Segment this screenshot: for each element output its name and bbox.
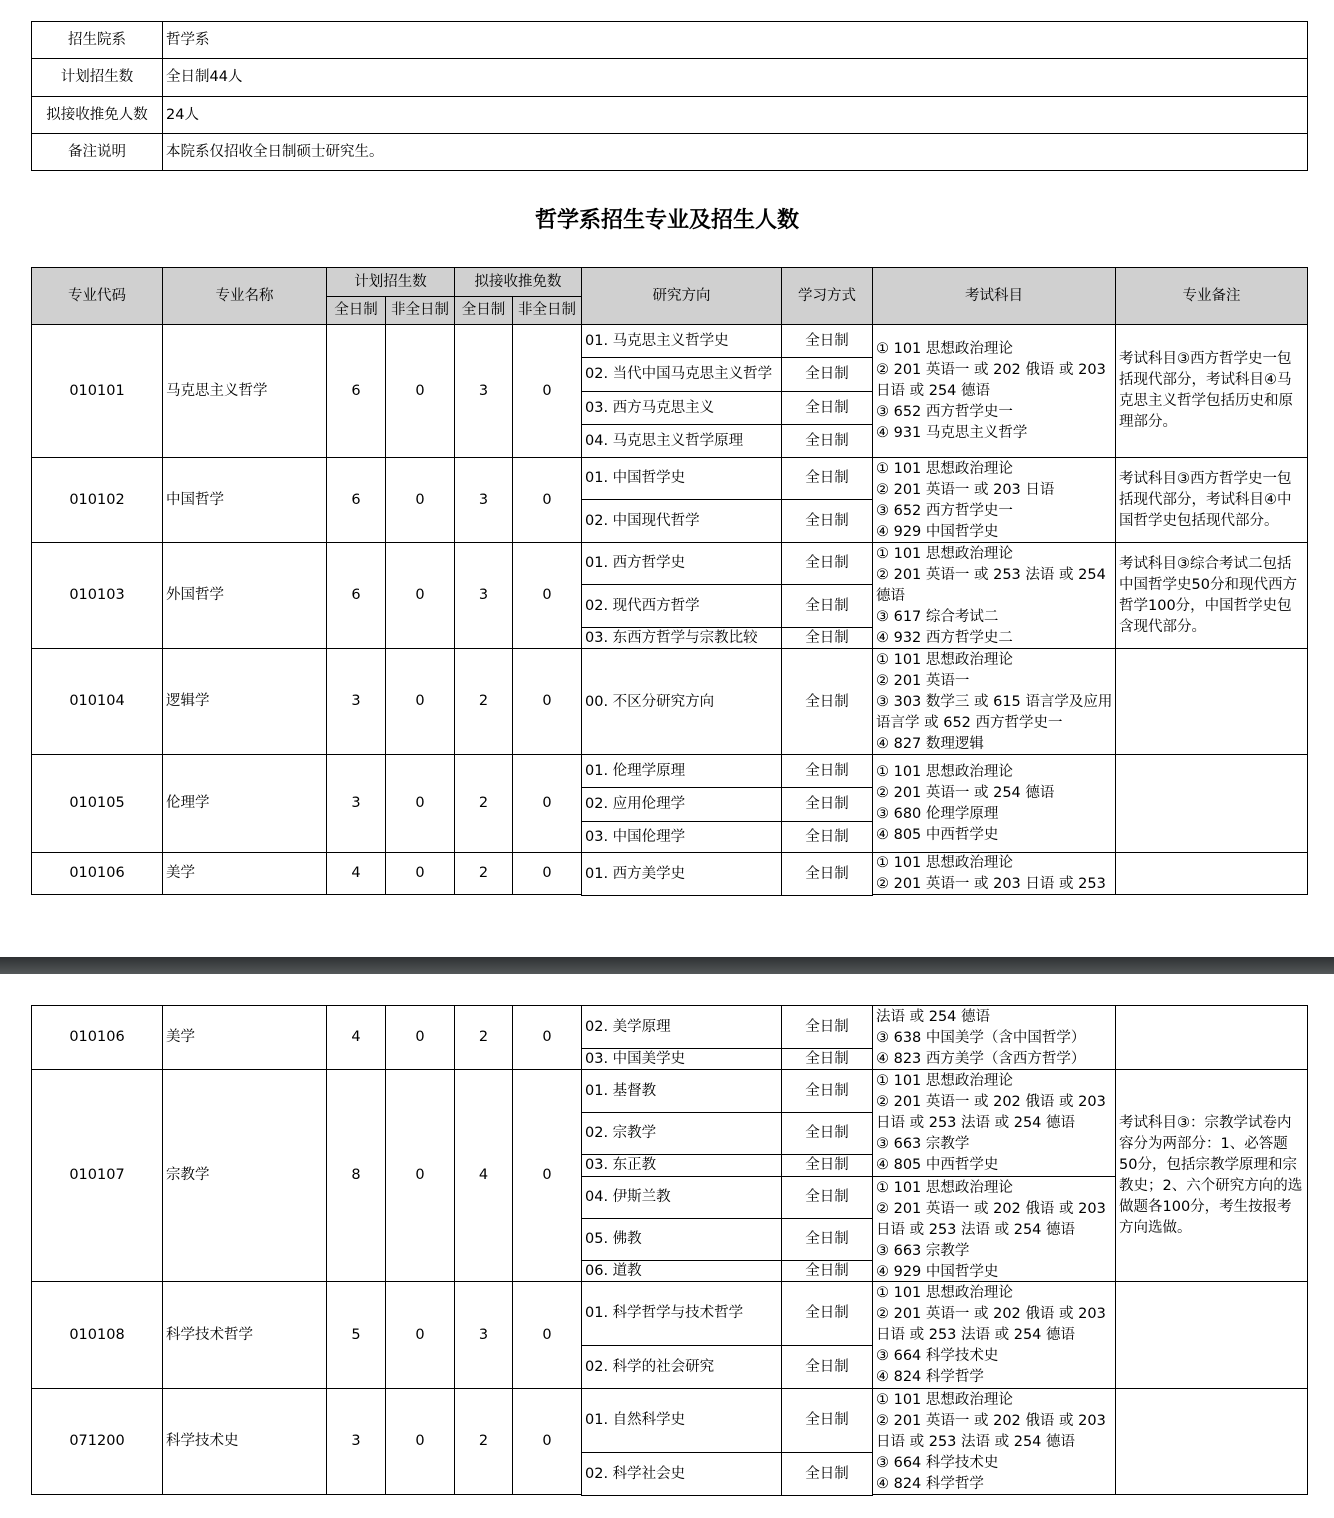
info-label: 招生院系 xyxy=(31,21,163,59)
research-direction: 02. 科学社会史 xyxy=(581,1452,782,1496)
research-direction: 03. 东西方哲学与宗教比较 xyxy=(581,627,782,650)
major-name: 美学 xyxy=(162,1005,327,1070)
research-direction: 01. 基督教 xyxy=(581,1069,782,1113)
research-direction: 02. 宗教学 xyxy=(581,1112,782,1155)
info-value: 本院系仅招收全日制硕士研究生。 xyxy=(162,133,1308,171)
plan-part-count: 0 xyxy=(385,1069,455,1282)
plan-full-count: 5 xyxy=(326,1281,386,1389)
exempt-part-count: 0 xyxy=(512,648,582,755)
header-exempt-full: 全日制 xyxy=(454,296,513,325)
plan-full-count: 6 xyxy=(326,324,386,458)
plan-full-count: 8 xyxy=(326,1069,386,1282)
plan-full-count: 6 xyxy=(326,542,386,649)
major-name: 科学技术史 xyxy=(162,1388,327,1495)
major-remark xyxy=(1115,648,1308,755)
study-mode: 全日制 xyxy=(781,821,873,854)
exempt-full-count: 3 xyxy=(454,324,513,458)
plan-full-count: 4 xyxy=(326,1005,386,1070)
study-mode: 全日制 xyxy=(781,1388,873,1453)
exempt-full-count: 2 xyxy=(454,648,513,755)
major-code: 010102 xyxy=(31,457,163,543)
major-code: 010108 xyxy=(31,1281,163,1389)
research-direction: 02. 当代中国马克思主义哲学 xyxy=(581,357,782,392)
exempt-full-count: 2 xyxy=(454,1388,513,1495)
plan-part-count: 0 xyxy=(385,1388,455,1495)
major-name: 逻辑学 xyxy=(162,648,327,755)
major-remark: 考试科目③西方哲学史一包括现代部分，考试科目④马克思主义哲学包括历史和原理部分。 xyxy=(1115,324,1308,458)
info-value: 全日制44人 xyxy=(162,58,1308,97)
info-value: 24人 xyxy=(162,96,1308,134)
info-value: 哲学系 xyxy=(162,21,1308,59)
study-mode: 全日制 xyxy=(781,1176,873,1219)
major-name: 外国哲学 xyxy=(162,542,327,649)
major-code: 010104 xyxy=(31,648,163,755)
study-mode: 全日制 xyxy=(781,1005,873,1049)
research-direction: 03. 中国伦理学 xyxy=(581,821,782,854)
research-direction: 02. 科学的社会研究 xyxy=(581,1345,782,1390)
plan-part-count: 0 xyxy=(385,1005,455,1070)
study-mode: 全日制 xyxy=(781,1452,873,1496)
research-direction: 03. 西方马克思主义 xyxy=(581,391,782,425)
research-direction: 00. 不区分研究方向 xyxy=(581,648,782,756)
study-mode: 全日制 xyxy=(781,584,873,628)
study-mode: 全日制 xyxy=(781,1048,873,1071)
study-mode: 全日制 xyxy=(781,1069,873,1113)
major-code: 071200 xyxy=(31,1388,163,1495)
plan-part-count: 0 xyxy=(385,1281,455,1389)
exam-subjects: ① 101 思想政治理论 ② 201 英语一 或 202 俄语 或 203 日语 或 253 法语 或 254 德语 ③ 664 科学技术史 ④ 824 科学哲学 xyxy=(872,1388,1116,1495)
research-direction: 05. 佛教 xyxy=(581,1218,782,1261)
exempt-part-count: 0 xyxy=(512,1281,582,1389)
exempt-part-count: 0 xyxy=(512,852,582,895)
exam-subjects: ① 101 思想政治理论 ② 201 英语一 或 202 俄语 或 203 日语 或 253 法语 或 254 德语 ③ 663 宗教学 ④ 805 中西哲学史 xyxy=(872,1069,1116,1177)
major-code: 010105 xyxy=(31,754,163,853)
info-label: 拟接收推免人数 xyxy=(31,96,163,134)
exam-subjects: ① 101 思想政治理论 ② 201 英语一 ③ 303 数学三 或 615 语言学及应用语言学 或 652 西方哲学史一 ④ 827 数理逻辑 xyxy=(872,648,1116,755)
study-mode: 全日制 xyxy=(781,1154,873,1177)
header-code: 专业代码 xyxy=(31,267,163,325)
major-remark xyxy=(1115,1005,1308,1070)
exempt-part-count: 0 xyxy=(512,754,582,853)
exempt-full-count: 3 xyxy=(454,542,513,649)
study-mode: 全日制 xyxy=(781,648,873,756)
exam-subjects: ① 101 思想政治理论 ② 201 英语一 或 253 法语 或 254 德语 ③ 617 综合考试二 ④ 932 西方哲学史二 xyxy=(872,542,1116,649)
major-name: 中国哲学 xyxy=(162,457,327,543)
exam-subjects: ① 101 思想政治理论 ② 201 英语一 或 202 俄语 或 203 日语 或 253 法语 或 254 德语 ③ 664 科学技术史 ④ 824 科学哲学 xyxy=(872,1281,1116,1389)
page-separator xyxy=(0,957,1334,974)
plan-full-count: 3 xyxy=(326,754,386,853)
research-direction: 03. 中国美学史 xyxy=(581,1048,782,1071)
study-mode: 全日制 xyxy=(781,391,873,425)
exempt-full-count: 2 xyxy=(454,852,513,895)
research-direction: 01. 马克思主义哲学史 xyxy=(581,324,782,358)
major-remark xyxy=(1115,1388,1308,1495)
exempt-full-count: 2 xyxy=(454,1005,513,1070)
research-direction: 01. 中国哲学史 xyxy=(581,457,782,500)
exam-subjects: ① 101 思想政治理论 ② 201 英语一 或 202 俄语 或 203 日语 或 254 德语 ③ 652 西方哲学史一 ④ 931 马克思主义哲学 xyxy=(872,324,1116,458)
major-code: 010106 xyxy=(31,852,163,895)
major-code: 010103 xyxy=(31,542,163,649)
exam-subjects: 法语 或 254 德语 ③ 638 中国美学（含中国哲学） ④ 823 西方美学（含西方哲学） xyxy=(872,1005,1116,1070)
major-remark xyxy=(1115,852,1308,895)
major-code: 010107 xyxy=(31,1069,163,1282)
research-direction: 01. 自然科学史 xyxy=(581,1388,782,1453)
exempt-full-count: 4 xyxy=(454,1069,513,1282)
header-exempt: 拟接收推免数 xyxy=(454,267,582,297)
major-code: 010106 xyxy=(31,1005,163,1070)
study-mode: 全日制 xyxy=(781,1260,873,1283)
research-direction: 02. 中国现代哲学 xyxy=(581,499,782,544)
major-remark: 考试科目③西方哲学史一包括现代部分，考试科目④中国哲学史包括现代部分。 xyxy=(1115,457,1308,543)
header-exempt-part: 非全日制 xyxy=(512,296,582,325)
header-plan-part: 非全日制 xyxy=(385,296,455,325)
major-name: 伦理学 xyxy=(162,754,327,853)
plan-part-count: 0 xyxy=(385,457,455,543)
study-mode: 全日制 xyxy=(781,1345,873,1390)
major-remark: 考试科目③综合考试二包括中国哲学史50分和现代西方哲学100分，中国哲学史包含现代部分。 xyxy=(1115,542,1308,649)
exempt-part-count: 0 xyxy=(512,1005,582,1070)
plan-full-count: 3 xyxy=(326,1388,386,1495)
research-direction: 02. 美学原理 xyxy=(581,1005,782,1049)
major-name: 美学 xyxy=(162,852,327,895)
exam-subjects: ① 101 思想政治理论 ② 201 英语一 或 254 德语 ③ 680 伦理学原理 ④ 805 中西哲学史 xyxy=(872,754,1116,853)
header-remark: 专业备注 xyxy=(1115,267,1308,325)
study-mode: 全日制 xyxy=(781,1218,873,1261)
header-name: 专业名称 xyxy=(162,267,327,325)
study-mode: 全日制 xyxy=(781,324,873,358)
plan-full-count: 6 xyxy=(326,457,386,543)
info-label: 计划招生数 xyxy=(31,58,163,97)
major-name: 马克思主义哲学 xyxy=(162,324,327,458)
study-mode: 全日制 xyxy=(781,627,873,650)
exempt-part-count: 0 xyxy=(512,324,582,458)
header-plan: 计划招生数 xyxy=(326,267,455,297)
research-direction: 01. 西方美学史 xyxy=(581,852,782,896)
research-direction: 04. 马克思主义哲学原理 xyxy=(581,424,782,459)
major-name: 科学技术哲学 xyxy=(162,1281,327,1389)
study-mode: 全日制 xyxy=(781,787,873,822)
major-code: 010101 xyxy=(31,324,163,458)
exam-subjects: ① 101 思想政治理论 ② 201 英语一 或 202 俄语 或 203 日语 或 253 法语 或 254 德语 ③ 663 宗教学 ④ 929 中国哲学史 xyxy=(872,1176,1116,1283)
info-label: 备注说明 xyxy=(31,133,163,171)
study-mode: 全日制 xyxy=(781,852,873,896)
research-direction: 01. 伦理学原理 xyxy=(581,754,782,788)
exempt-full-count: 3 xyxy=(454,1281,513,1389)
major-name: 宗教学 xyxy=(162,1069,327,1282)
research-direction: 06. 道教 xyxy=(581,1260,782,1283)
exempt-part-count: 0 xyxy=(512,1069,582,1282)
plan-part-count: 0 xyxy=(385,648,455,755)
exam-subjects: ① 101 思想政治理论 ② 201 英语一 或 203 日语 ③ 652 西方哲学史一 ④ 929 中国哲学史 xyxy=(872,457,1116,543)
exempt-part-count: 0 xyxy=(512,457,582,543)
header-direction: 研究方向 xyxy=(581,267,782,325)
exempt-part-count: 0 xyxy=(512,542,582,649)
major-remark xyxy=(1115,1281,1308,1389)
header-mode: 学习方式 xyxy=(781,267,873,325)
study-mode: 全日制 xyxy=(781,499,873,544)
plan-part-count: 0 xyxy=(385,754,455,853)
study-mode: 全日制 xyxy=(781,1112,873,1155)
major-remark: 考试科目③：宗教学试卷内容分为两部分：1、必答题50分，包括宗教学原理和宗教史；2、六个研究方向的选做题各100分，考生按报考方向选做。 xyxy=(1115,1069,1308,1282)
research-direction: 02. 现代西方哲学 xyxy=(581,584,782,628)
exempt-full-count: 3 xyxy=(454,457,513,543)
plan-full-count: 4 xyxy=(326,852,386,895)
plan-full-count: 3 xyxy=(326,648,386,755)
header-exam: 考试科目 xyxy=(872,267,1116,325)
study-mode: 全日制 xyxy=(781,457,873,500)
research-direction: 04. 伊斯兰教 xyxy=(581,1176,782,1219)
study-mode: 全日制 xyxy=(781,542,873,585)
plan-part-count: 0 xyxy=(385,324,455,458)
study-mode: 全日制 xyxy=(781,1281,873,1346)
research-direction: 01. 科学哲学与技术哲学 xyxy=(581,1281,782,1346)
header-plan-full: 全日制 xyxy=(326,296,386,325)
study-mode: 全日制 xyxy=(781,754,873,788)
exempt-full-count: 2 xyxy=(454,754,513,853)
research-direction: 02. 应用伦理学 xyxy=(581,787,782,822)
study-mode: 全日制 xyxy=(781,424,873,459)
section-title: 哲学系招生专业及招生人数 xyxy=(534,208,799,233)
study-mode: 全日制 xyxy=(781,357,873,392)
exam-subjects: ① 101 思想政治理论 ② 201 英语一 或 203 日语 或 253 xyxy=(872,852,1116,895)
major-remark xyxy=(1115,754,1308,853)
plan-part-count: 0 xyxy=(385,542,455,649)
exempt-part-count: 0 xyxy=(512,1388,582,1495)
research-direction: 03. 东正教 xyxy=(581,1154,782,1177)
research-direction: 01. 西方哲学史 xyxy=(581,542,782,585)
plan-part-count: 0 xyxy=(385,852,455,895)
